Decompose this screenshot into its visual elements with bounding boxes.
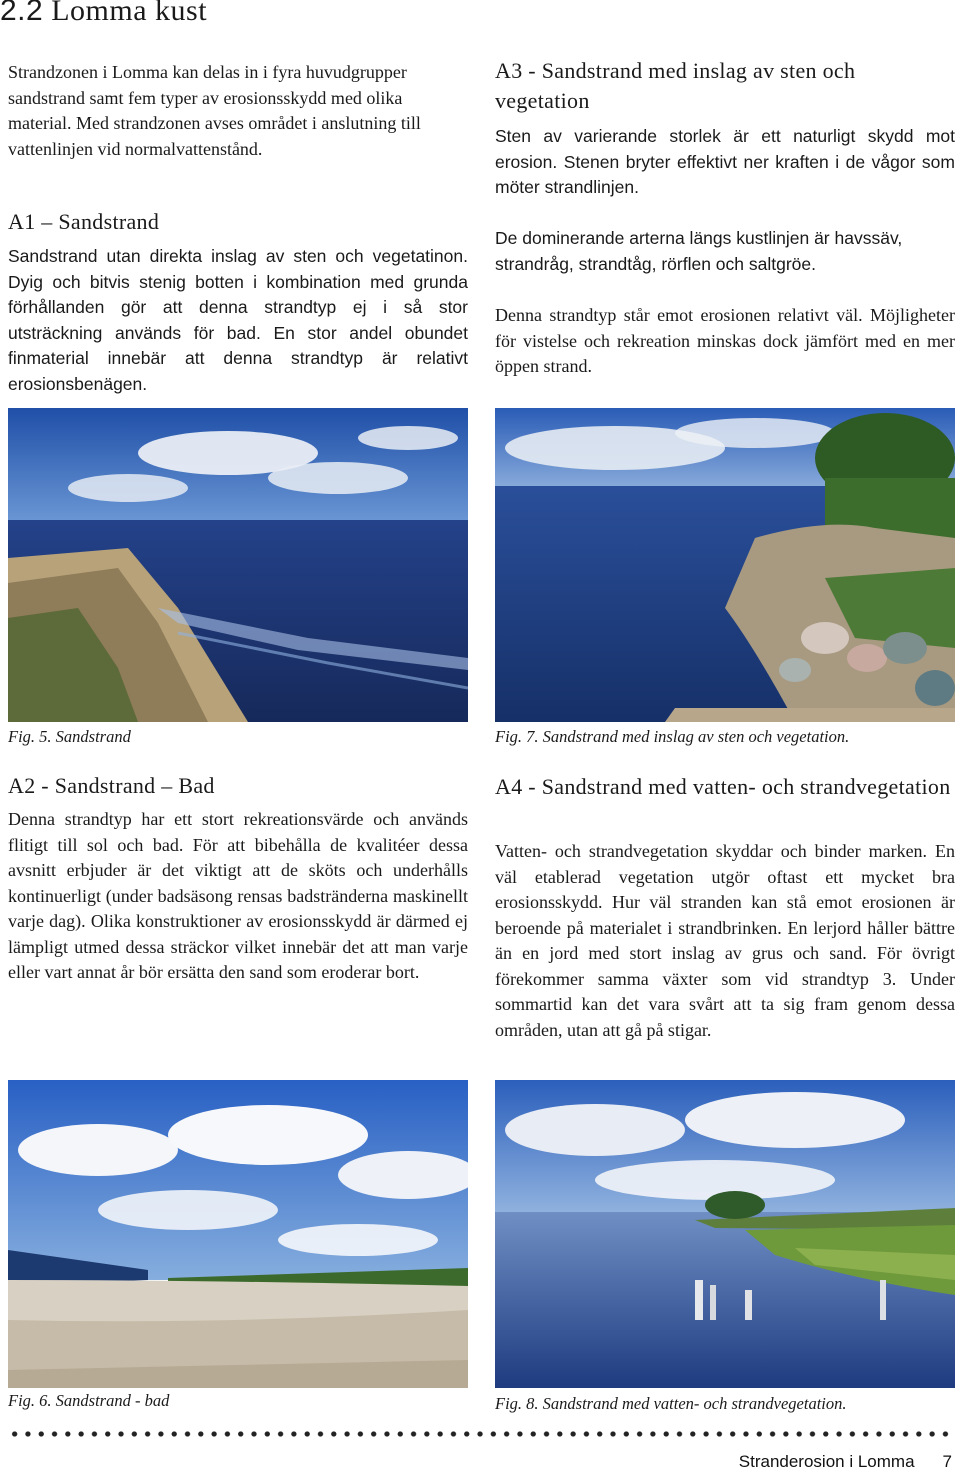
a3-heading: A3 - Sandstrand med inslag av sten och vegetation [495,58,856,113]
section-number: 2.2 [0,0,44,27]
footer-title: Stranderosion i Lomma [738,1452,915,1471]
a1-paragraph: Sandstrand utan direkta inslag av sten och vegetatinon. Dyig och bitvis stenig botten i kombination med grunda förhållanden gör att denna strandtyp ej i så stor utsträckning används för bad. En stor andel obundet finmaterial innebär att denna strandtyp är relativt erosionsbenägen. [8,246,468,394]
a1-heading: A1 – Sandstrand [8,209,160,234]
a3-paragraph-2: De dominerande arterna längs kustlinjen är havssäv, strandråg, strandtåg, rörflen och saltgröe. [495,228,903,274]
a3-paragraph-3: Denna strandtyp står emot erosionen relativt väl. Möjligheter för vistelse och rekreation minskas dock jämfört med en mer öppen strand. [495,305,955,376]
a2-heading: A2 - Sandstrand – Bad [8,773,215,798]
fig7-caption: Fig. 7. Sandstrand med inslag av sten och vegetation. [495,727,850,746]
a2-paragraph: Denna strandtyp har ett stort rekreationsvärde och används flitigt till sol och bad. För att bibehålla de kvalitéer dessa avsnitt erbjuder är det viktigt att de sköts och underhålls kontinuerligt (under badsäsong rensas badstränderna maskinellt varje dag). Olika konstruktioner av erosionsskydd är därmed ej lämpligt utmed dessa sträckor vilket innebär det att man varje eller vart annat år bör ersätta den sand som eroderar bort. [8,809,468,982]
fig6-caption: Fig. 6. Sandstrand - bad [8,1391,170,1410]
fig7-photo [495,408,955,722]
page-title [0,0,207,28]
intro-paragraph: Strandzonen i Lomma kan delas in i fyra huvudgrupper sandstrand samt fem typer av erosionsskydd med olika material. Med strandzonen avses området i anslutning till vattenlinjen vid normalvattenstånd. [8,62,421,159]
a4-heading: A4 - Sandstrand med vatten- och strandvegetation [495,774,951,799]
a4-paragraph: Vatten- och strandvegetation skyddar och binder marken. En väl etablerad vegetation utgör oftast ett mycket bra erosionsskydd. Hur väl stranden kan stå emot erosionen är beroende på materialet i strandbrinken. En lerjord håller bättre än en jord med stort inslag av grus och sand. För övrigt förekommer samma växter som vid strandtyp 3. Under sommartid kan det vara svårt att ta sig fram genom dessa områden, utan att gå på stigar. [495,841,955,1040]
fig8-caption: Fig. 8. Sandstrand med vatten- och strandvegetation. [495,1394,847,1413]
section-title: Lomma kust [51,0,208,27]
fig8-photo [495,1080,955,1388]
fig5-photo [8,408,468,722]
footer [739,1452,952,1472]
fig6-photo [8,1080,468,1388]
fig5-caption: Fig. 5. Sandstrand [8,727,131,746]
page-number: 7 [942,1452,952,1471]
footer-dotted-rule [8,1430,954,1438]
a3-paragraph-1: Sten av varierande storlek är ett naturligt skydd mot erosion. Stenen bryter effektivt ner kraften i de vågor som möter strandlinjen. [495,126,955,197]
